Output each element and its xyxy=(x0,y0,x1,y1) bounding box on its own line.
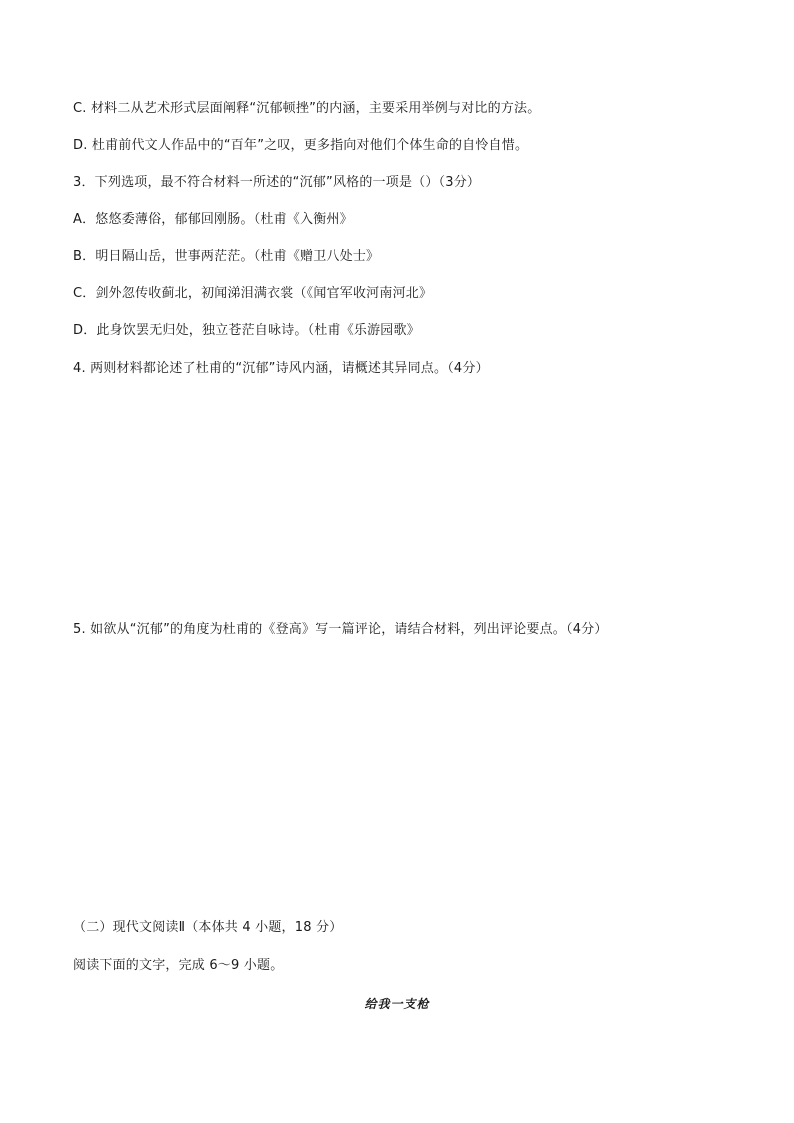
section-heading: （二）现代文阅读Ⅱ（本体共 4 小题，18 分） xyxy=(73,920,343,935)
q2-option-c: C. 材料二从艺术形式层面阐释“沉郁顿挫”的内涵，主要采用举例与对比的方法。 xyxy=(73,101,541,116)
q3-option-a: A．悠悠委薄俗，郁郁回刚肠。（杜甫《入衡州》 xyxy=(73,212,353,227)
reading-instruction: 阅读下面的文字，完成 6～9 小题。 xyxy=(73,958,284,973)
question-3: 3．下列选项，最不符合材料一所述的“沉郁”风格的一项是（）（3分） xyxy=(73,175,481,190)
question-5: 5. 如欲从“沉郁”的角度为杜甫的《登高》写一篇评论，请结合材料，列出评论要点。（4分） xyxy=(73,622,608,637)
q3-option-b: B．明日隔山岳，世事两茫茫。（杜甫《赠卫八处士》 xyxy=(73,249,380,264)
q3-option-d: D．此身饮罢无归处，独立苍茫自咏诗。（杜甫《乐游园歌》 xyxy=(73,323,420,338)
question-4: 4. 两则材料都论述了杜甫的“沉郁”诗风内涵，请概述其异同点。（4分） xyxy=(73,361,489,376)
q2-option-d: D. 杜甫前代文人作品中的“百年”之叹，更多指向对他们个体生命的自怜自惜。 xyxy=(73,138,529,153)
q3-option-c: C．剑外忽传收蓟北，初闻涕泪满衣裳（《闻官军收河南河北》 xyxy=(73,286,433,301)
passage-title: 给我一支枪 xyxy=(364,997,430,1011)
